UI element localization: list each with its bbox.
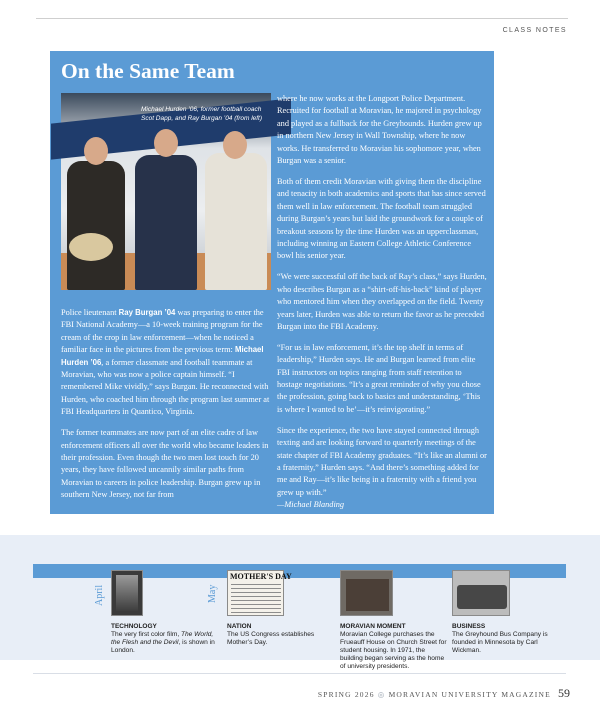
story-column-left — [61, 307, 271, 510]
story-title: On the Same Team — [61, 59, 235, 83]
timeline-category: MORAVIAN MOMENT — [340, 623, 406, 630]
timeline-entry: NATION The US Congress establishes Mother’s Day. — [227, 623, 335, 647]
section-label: CLASS NOTES — [502, 27, 567, 34]
story-paragraph: Police lieutenant Ray Burgan ’04 was preparing to enter the FBI National Academy—a 10-week training program for the cream of the crop in law enforcement—when he noticed a familiar face in the pictures from the previous term: Michael Hurden ’06, a former classmate and football teammate at Moravian, who was now a police captain himself. “I remembered Mike vividly,” says Burgan. He reconnected with Hurden, who coached him through the program last summer at FBI Headquarters in Quantico, Virginia. — [61, 308, 270, 417]
issue-label: SPRING 2026 — [317, 690, 375, 699]
greyhound-bus-image — [452, 570, 510, 616]
page-footer — [318, 686, 570, 701]
magazine-name: MORAVIAN UNIVERSITY MAGAZINE — [388, 690, 551, 699]
story-paragraph: “We were successful off the back of Ray’s class,” says Hurden, who describes Burgan as a “shirt-off-his-back” kind of player who mentored him when they overlapped on the field. Twenty years later, Hurden was able to return the favor as he preceded Burgan into the FBI Academy. — [277, 272, 487, 331]
story-column-right — [277, 93, 487, 520]
month-label-april: April — [94, 584, 105, 606]
name-highlight: Ray Burgan ’04 — [118, 308, 176, 317]
story-box — [50, 51, 494, 514]
person-figure — [205, 153, 267, 290]
timeline-category: BUSINESS — [452, 623, 486, 630]
separator-icon: ◎ — [377, 690, 386, 699]
person-figure — [135, 155, 197, 290]
name-highlight: Michael Hurden ’06 — [61, 345, 264, 367]
person-figure — [67, 161, 125, 290]
timeline-category: NATION — [227, 623, 252, 630]
month-label-may: May — [207, 584, 218, 603]
timeline-entry: MORAVIAN MOMENT Moravian College purchases the Frueauff House on Church Street for student housing. In 1971, the building began serving as the home of university presidents. — [340, 623, 447, 670]
photo-caption: Michael Hurden ’06, former football coach Scot Dapp, and Ray Burgan ’04 (from left) — [141, 106, 263, 123]
byline: —Michael Blanding — [277, 500, 345, 510]
story-paragraph: Both of them credit Moravian with giving them the discipline and tenacity in both academics and sports that has since served them well in law enforcement. The football team struggled during Burgan’s years but laid the groundwork for a couple of breakout seasons by the time Hurden was an upperclassman, including winning an Eastern College Athletic Conference bowl his senior year. — [277, 176, 486, 261]
campaign-hat — [69, 233, 113, 261]
newspaper-clipping-image: MOTHER'S DAY — [227, 570, 284, 616]
frueauff-house-image — [340, 570, 393, 616]
film-poster-image — [111, 570, 143, 616]
story-paragraph: where he now works at the Longport Police Department. Recruited for football at Moravian, he majored in psychology and played as a fullback for the Greyhounds. Hurden grew up in northern New Jersey in Wall Township, where he now works. He transferred to Moravian his sophomore year, when Burgan was a senior. — [277, 94, 482, 166]
timeline-entry: TECHNOLOGY The very first color film, The World, the Flesh and the Devil, is shown in London. — [111, 623, 219, 655]
story-photo — [61, 93, 271, 290]
top-rule — [36, 18, 568, 19]
bottom-rule — [33, 673, 566, 674]
story-paragraph: “For us in law enforcement, it’s the top shelf in terms of leadership,” Hurden says. He and Burgan learned from elite FBI instructors on topics ranging from staff retention to hostage negotiations. “It’s a great reminder of why you chose the profession, going back to basics and understanding, ‘This is where I wanted to be’—it’s reinvigorating.” — [277, 342, 481, 414]
story-paragraph: The former teammates are now part of an elite cadre of law enforcement officers all over the world who became leaders in their profession. Even though the two men lost touch for 20 years, they have followed uncannily similar paths from Moravian to careers in police leadership. Burgan grew up in southern New Jersey, not far from — [61, 428, 269, 500]
timeline-entry: BUSINESS The Greyhound Bus Company is founded in Minnesota by Carl Wickman. — [452, 623, 560, 655]
story-paragraph: Since the experience, the two have stayed connected through texting and are looking forward to quarterly meetings of the state chapter of FBI Academy graduates. “It’s like an alumni or a fraternity,” Hurden says. “And there’s something added for me and Ray—it’s like being in a fraternity with a friend you grew up with.” —Michael Blanding — [277, 425, 487, 510]
page-number: 59 — [558, 686, 570, 700]
timeline-category: TECHNOLOGY — [111, 623, 157, 630]
